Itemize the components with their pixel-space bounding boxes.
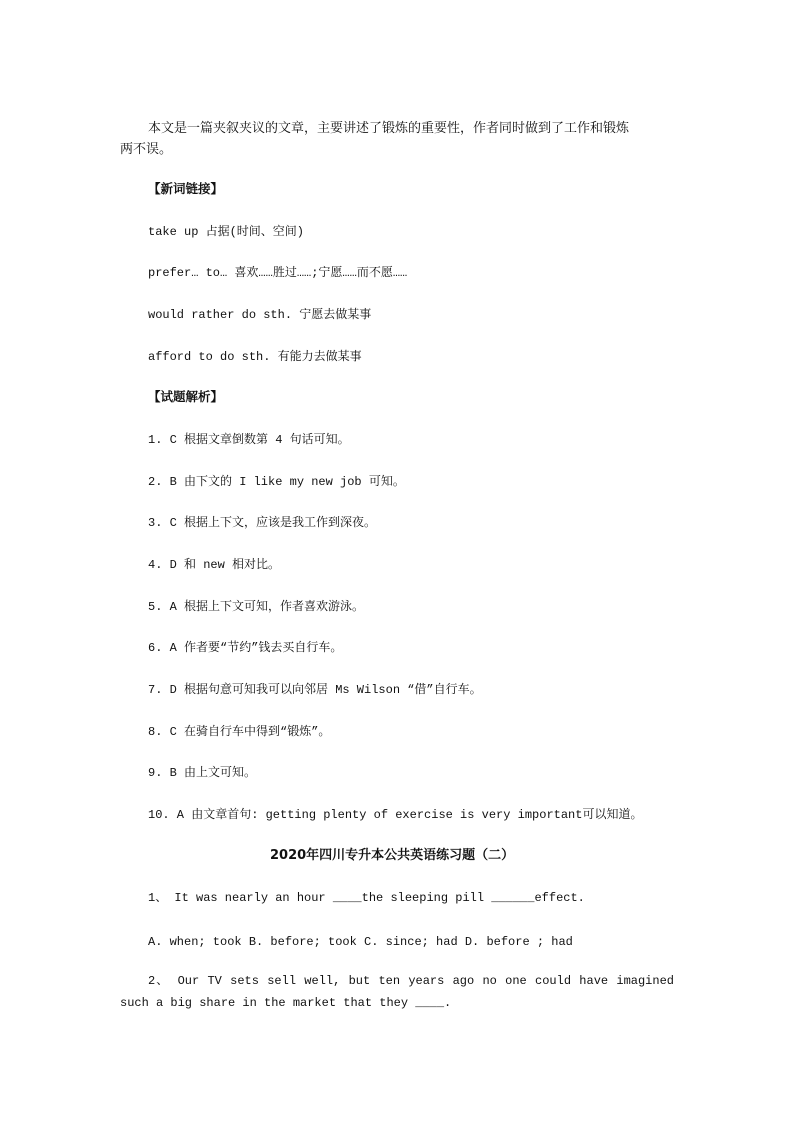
- analysis-item-2: 2. B 由下文的 I like my new job 可知。: [148, 475, 405, 489]
- analysis-item-6: 6. A 作者要“节约”钱去买自行车。: [148, 641, 343, 655]
- analysis-item-4: 4. D 和 new 相对比。: [148, 558, 281, 572]
- vocab-item-afford: afford to do sth. 有能力去做某事: [148, 350, 362, 364]
- analysis-item-8: 8. C 在骑自行车中得到“锻炼”。: [148, 725, 331, 739]
- question-2: [120, 970, 674, 1014]
- analysis-item-3: 3. C 根据上下文，应该是我工作到深夜。: [148, 516, 377, 530]
- exercise-title: 2020年四川专升本公共英语练习题（二）: [270, 848, 515, 863]
- vocab-item-prefer: prefer… to… 喜欢……胜过……;宁愿……而不愿……: [148, 266, 408, 280]
- summary-line-1: 本文是一篇夹叙夹议的文章，主要讲述了锻炼的重要性，作者同时做到了工作和锻炼: [148, 121, 630, 136]
- summary-line-2: 两不误。: [120, 142, 173, 157]
- question-1-options: A. when; took B. before; took C. since; had D. before ; had: [148, 935, 573, 949]
- vocab-item-take-up: take up 占据(时间、空间): [148, 225, 305, 239]
- analysis-heading: 【试题解析】: [148, 389, 224, 404]
- vocab-item-would-rather: would rather do sth. 宁愿去做某事: [148, 308, 372, 322]
- analysis-item-5: 5. A 根据上下文可知，作者喜欢游泳。: [148, 600, 365, 614]
- analysis-item-7: 7. D 根据句意可知我可以向邻居 Ms Wilson “借”自行车。: [148, 683, 482, 697]
- analysis-item-9: 9. B 由上文可知。: [148, 766, 257, 780]
- question-2-text: 2、 Our TV sets sell well, but ten years ago no one could have imagined such a big share in the market that they ____.: [120, 974, 674, 1010]
- analysis-item-1: 1. C 根据文章倒数第 4 句话可知。: [148, 433, 350, 447]
- analysis-item-10: 10. A 由文章首句: getting plenty of exercise is very important可以知道。: [148, 808, 643, 822]
- vocab-heading: 【新词链接】: [148, 181, 224, 196]
- question-1: 1、 It was nearly an hour ____the sleeping pill ______effect.: [148, 891, 585, 905]
